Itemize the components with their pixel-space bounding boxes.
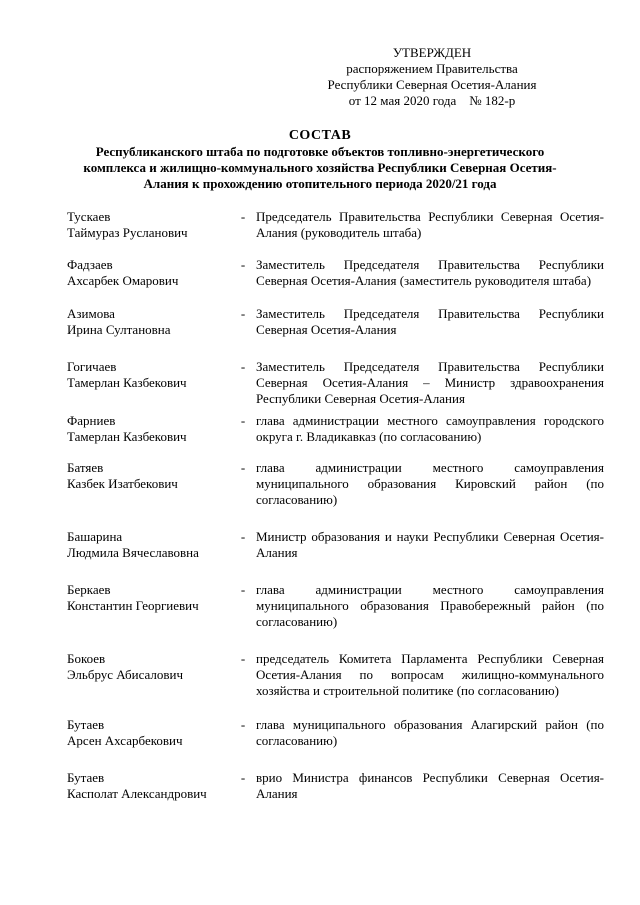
member-row [67, 770, 604, 802]
member-row [67, 529, 604, 561]
member-dash: - [240, 582, 246, 597]
member-dash: - [240, 529, 246, 544]
member-person [67, 582, 230, 614]
member-surname: Бутаев [67, 717, 105, 732]
member-role: Министр образования и науки Республики Северная Осетия-Алания [256, 529, 604, 560]
member-person [67, 209, 230, 241]
member-surname: Бутаев [67, 770, 105, 785]
member-dash: - [240, 306, 246, 321]
member-name: Касполат Александрович [67, 786, 207, 801]
member-role: председатель Комитета Парламента Республики Северная Осетия-Алания по вопросам жилищно-коммунального хозяйства и строительной политике (по согласованию) [256, 651, 604, 698]
member-role: врио Министра финансов Республики Северная Осетия-Алания [256, 770, 604, 801]
member-surname: Батяев [67, 460, 104, 475]
member-row [67, 257, 604, 289]
approval-decree: распоряжением Правительства [346, 61, 518, 76]
member-person [67, 651, 230, 683]
approval-stamp [300, 45, 564, 109]
member-row [67, 413, 604, 445]
member-dash: - [240, 413, 246, 428]
member-dash: - [240, 460, 246, 475]
member-name: Тамерлан Казбекович [67, 429, 187, 444]
document-subtitle-line-1: Республиканского штаба по подготовке объектов топливно-энергетического [95, 144, 545, 159]
member-role: Заместитель Председателя Правительства Республики Северная Осетия-Алания – Министр здравоохранения Республики Северная Осетия-Алания [256, 359, 604, 406]
member-dash: - [240, 359, 246, 374]
member-row [67, 582, 604, 630]
member-row [67, 209, 604, 241]
member-role: глава администрации местного самоуправления муниципального образования Правобережный район (по согласованию) [256, 582, 604, 629]
document-heading [60, 128, 580, 192]
member-surname: Бокоев [67, 651, 106, 666]
member-name: Ахсарбек Омарович [67, 273, 179, 288]
member-role: глава администрации местного самоуправления муниципального образования Кировский район (по согласованию) [256, 460, 604, 507]
member-row [67, 460, 604, 508]
approval-republic: Республики Северная Осетия-Алания [327, 77, 537, 92]
member-name: Таймураз Русланович [67, 225, 188, 240]
member-name: Эльбрус Абисалович [67, 667, 184, 682]
member-surname: Гогичаев [67, 359, 117, 374]
member-name: Ирина Султановна [67, 322, 171, 337]
member-person [67, 306, 230, 338]
member-person [67, 413, 230, 445]
member-person [67, 717, 230, 749]
member-name: Тамерлан Казбекович [67, 375, 187, 390]
approval-date-number: от 12 мая 2020 года № 182-р [348, 93, 516, 108]
member-surname: Беркаев [67, 582, 111, 597]
member-dash: - [240, 257, 246, 272]
document-subtitle-line-2: комплекса и жилищно-коммунального хозяйства Республики Северная Осетия- [83, 160, 557, 175]
member-role: Заместитель Председателя Правительства Республики Северная Осетия-Алания (заместитель руководителя штаба) [256, 257, 604, 288]
member-role: глава администрации местного самоуправления городского округа г. Владикавказ (по согласованию) [256, 413, 604, 444]
member-dash: - [240, 209, 246, 224]
member-name: Арсен Ахсарбекович [67, 733, 183, 748]
member-person [67, 257, 230, 289]
member-role: Заместитель Председателя Правительства Республики Северная Осетия-Алания [256, 306, 604, 337]
member-role: глава муниципального образования Алагирский район (по согласованию) [256, 717, 604, 748]
member-person [67, 529, 230, 561]
member-row [67, 717, 604, 749]
member-surname: Азимова [67, 306, 115, 321]
member-row [67, 306, 604, 338]
member-name: Константин Георгиевич [67, 598, 199, 613]
approval-title: УТВЕРЖДЕН [392, 45, 472, 60]
member-dash: - [240, 770, 246, 785]
member-person [67, 359, 230, 391]
member-name: Казбек Изатбекович [67, 476, 178, 491]
member-surname: Фадзаев [67, 257, 113, 272]
member-name: Людмила Вячеславовна [67, 545, 199, 560]
member-row [67, 359, 604, 407]
member-role: Председатель Правительства Республики Северная Осетия-Алания (руководитель штаба) [256, 209, 604, 240]
member-surname: Тускаев [67, 209, 111, 224]
members-list [67, 209, 604, 802]
document-subtitle-line-3: Алания к прохождению отопительного периода 2020/21 года [143, 176, 497, 191]
member-person [67, 770, 230, 802]
member-surname: Фарниев [67, 413, 116, 428]
document-title: СОСТАВ [288, 128, 352, 143]
member-person [67, 460, 230, 492]
member-row [67, 651, 604, 699]
member-surname: Башарина [67, 529, 123, 544]
member-dash: - [240, 651, 246, 666]
member-dash: - [240, 717, 246, 732]
